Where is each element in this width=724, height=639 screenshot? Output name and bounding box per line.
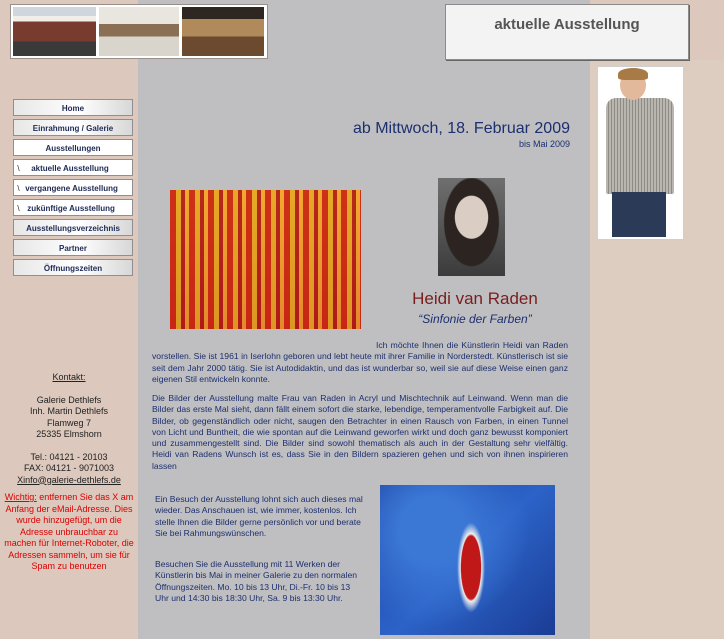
- gallery-interior-photo: [99, 7, 179, 56]
- contact-street: Flamweg 7: [46, 417, 91, 428]
- nav-label: zukünftige Ausstellung: [27, 204, 115, 213]
- nav-partner[interactable]: Partner: [13, 239, 133, 256]
- contact-city: 25335 Elmshorn: [36, 429, 102, 439]
- warning-label: Wichtig:: [4, 492, 37, 502]
- contact-owner: Inh. Martin Dethlefs: [29, 406, 109, 416]
- nav-oeffnungszeiten[interactable]: Öffnungszeiten: [13, 259, 133, 276]
- submenu-marker: \: [17, 184, 20, 193]
- contact-gallery-name: Galerie Dethlefs: [36, 394, 102, 405]
- email-warning: [4, 492, 134, 573]
- exhibition-title: “Sinfonie der Farben”: [418, 312, 532, 326]
- exhibition-date: ab Mittwoch, 18. Februar 2009: [352, 120, 570, 137]
- intro-paragraph: [152, 340, 568, 385]
- contact-fax: FAX: 04121 - 9071003: [23, 463, 115, 473]
- submenu-marker: \: [17, 204, 20, 213]
- owner-photo-hair: [618, 68, 648, 80]
- abstract-painting-red-yellow: [170, 190, 361, 329]
- nav-einrahmung-galerie[interactable]: Einrahmung / Galerie: [13, 119, 133, 136]
- gallery-workshop-photo: [182, 7, 264, 56]
- contact-email-link[interactable]: Xinfo@galerie-dethlefs.de: [17, 474, 121, 485]
- nav-label: vergangene Ausstellung: [25, 184, 118, 193]
- opening-hours-paragraph: Besuchen Sie die Ausstellung mit 11 Werken der Künstlerin bis Mai in meiner Galerie zu den normalen Öffnungszeiten. Mo. 10 bis 13 Uhr, Di.-Fr. 10 bis 13 Uhr und 14:30 bis 18:30 Uhr, Sa. 9 bis 13:30 Uhr.: [155, 559, 358, 603]
- submenu-marker: \: [17, 164, 20, 173]
- nav-home[interactable]: Home: [13, 99, 133, 116]
- nav-zukuenftige-ausstellung[interactable]: [13, 199, 133, 216]
- owner-photo-pants: [612, 192, 666, 237]
- gallery-exterior-photo: [13, 7, 96, 56]
- artist-portrait: [438, 178, 505, 276]
- contact-block: [4, 372, 134, 573]
- nav-ausstellungsverzeichnis[interactable]: Ausstellungsverzeichnis: [13, 219, 133, 236]
- visit-paragraph: Ein Besuch der Ausstellung lohnt sich auch dieses mal wieder. Das Anschauen ist, wie immer, kostenlos. Ich stelle Ihnen die Bilder gerne persönlich vor und berate Sie bei Rahmungswünschen.: [155, 494, 363, 538]
- artist-name: Heidi van Raden: [412, 289, 538, 308]
- nav-label: aktuelle Ausstellung: [31, 164, 109, 173]
- intro-text: Ich möchte Ihnen die Künstlerin Heidi van Raden vorstellen. Sie ist 1961 in Iserlohn geboren und lebt heute mit ihrer Familie in Norderstedt. Künstlerisch ist sie seit dem Jahr 2000 tätig. Sie ist Autodidaktin, und das ist wunderbar so, weil sie auf diese Weise einen ganz eigenen Stil entwickeln konnte.: [152, 340, 568, 384]
- page-title: aktuelle Ausstellung: [494, 16, 640, 33]
- abstract-painting-blue: [380, 485, 555, 635]
- nav-aktuelle-ausstellung[interactable]: [13, 159, 133, 176]
- contact-phone: Tel.: 04121 - 20103: [30, 451, 108, 462]
- exhibition-until: bis Mai 2009: [518, 139, 570, 149]
- description-paragraph: Die Bilder der Ausstellung malte Frau van Raden in Acryl und Mischtechnik auf Leinwand. Wenn man die Bilder das erste Mal sieht, dann fällt einem sofort die starke, lebendige, temperamentvolle Farbigkeit auf. Die Bilder, ob gegenständlich oder nicht, saugen den Betrachter in einen Rausch von Farben, in einen Tunnel von Licht und Buntheit, die wie spontan auf die Leinwand geworfen wirkt und doch ganz bewusst komponiert und zusammengestellt sind. Die Bilder sind sowohl thematisch als auch in der Gestaltung sehr vielfältig. Heidi van Radens Wunsch ist es, dass Sie in den Bildern spazieren gehen und sich von ihnen inspirieren lassen: [152, 393, 568, 471]
- header-photo-strip: [10, 4, 268, 59]
- nav-vergangene-ausstellung[interactable]: [13, 179, 133, 196]
- nav-ausstellungen[interactable]: Ausstellungen: [13, 139, 133, 156]
- contact-heading: Kontakt:: [52, 372, 86, 382]
- owner-photo-shirt: [606, 98, 674, 194]
- warning-text: entfernen Sie das X am Anfang der eMail-Adresse. Dies wurde hinzugefügt, um die Adresse unbrauchbar zu machen für Internet-Roboter, die Adressen sammeln, um sie für Spam zu benutzen: [4, 492, 134, 571]
